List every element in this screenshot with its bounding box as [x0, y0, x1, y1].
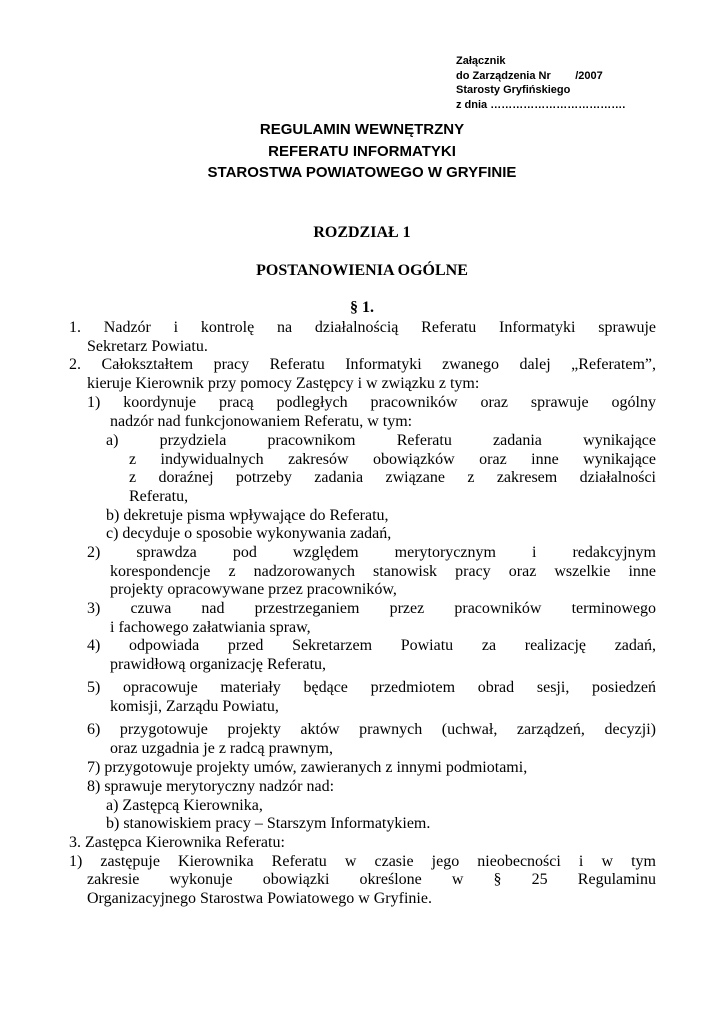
- body-line: komisji, Zarządu Powiatu,: [110, 698, 279, 715]
- body-line: c) decyduje o sposobie wykonywania zadań,: [106, 525, 392, 542]
- body-line: kieruje Kierownik przy pomocy Zastępcy i w związku z tym:: [87, 375, 480, 392]
- body-line: 3. Zastępca Kierownika Referatu:: [69, 834, 285, 851]
- body-line: 1) koordynuje pracą podległych pracowników oraz sprawuje ogólny: [87, 394, 656, 411]
- body-line: 1. Nadzór i kontrolę na działalnością Referatu Informatyki sprawuje: [69, 319, 656, 336]
- body-line: a) Zastępcą Kierownika,: [106, 797, 263, 814]
- annex-date: z dnia ……………………………….: [456, 98, 626, 111]
- body-line: b) stanowiskiem pracy – Starszym Informatykiem.: [106, 815, 431, 832]
- body-line: z indywidualnych zakresów obowiązków oraz inne wynikające: [129, 451, 656, 468]
- annex-header: [456, 54, 625, 112]
- body-line: Sekretarz Powiatu.: [87, 338, 208, 355]
- annex-issuer: Starosty Gryfińskiego: [456, 84, 571, 96]
- chapter-title: POSTANOWIENIA OGÓLNE: [256, 262, 468, 279]
- paragraph-mark: § 1.: [350, 299, 374, 316]
- chapter-heading: ROZDZIAŁ 1: [313, 224, 411, 241]
- body-line: 2. Całokształtem pracy Referatu Informatyki zwanego dalej „Referatem”,: [69, 356, 656, 373]
- body-line: nadzór nad funkcjonowaniem Referatu, w tym:: [110, 413, 413, 430]
- body-line: 4) odpowiada przed Sekretarzem Powiatu za realizację zadań,: [87, 637, 656, 654]
- body-line: 2) sprawdza pod względem merytorycznym i redakcyjnym: [87, 544, 656, 561]
- annex-label: Załącznik: [456, 55, 506, 67]
- body-line: 1) zastępuje Kierownika Referatu w czasie jego nieobecności i w tym: [69, 853, 656, 870]
- body-line: oraz uzgadnia je z radcą prawnym,: [110, 740, 333, 757]
- body-line: i fachowego załatwiania spraw,: [110, 619, 311, 636]
- body-line: z doraźnej potrzeby zadania związane z zakresem działalności: [129, 469, 656, 486]
- body-line: 5) opracowuje materiały będące przedmiotem obrad sesji, posiedzeń: [87, 679, 656, 696]
- document-title-line-1: REGULAMIN WEWNĘTRZNY: [259, 121, 465, 138]
- body-line: Organizacyjnego Starostwa Powiatowego w Gryfinie.: [87, 890, 432, 907]
- body-line: 7) przygotowuje projekty umów, zawieranych z innymi podmiotami,: [87, 759, 528, 776]
- body-line: korespondencje z nadzorowanych stanowisk pracy oraz wszelkie inne: [110, 563, 656, 580]
- body-line: 3) czuwa nad przestrzeganiem przez pracowników terminowego: [87, 600, 656, 617]
- document-title-line-2: REFERATU INFORMATYKI: [268, 143, 456, 160]
- body-line: b) dekretuje pisma wpływające do Referatu,: [106, 507, 389, 524]
- body-line: 8) sprawuje merytoryczny nadzór nad:: [87, 778, 335, 795]
- body-line: Referatu,: [129, 488, 189, 505]
- body-line: 6) przygotowuje projekty aktów prawnych (uchwał, zarządzeń, decyzji): [87, 721, 656, 738]
- document-title-line-3: STAROSTWA POWIATOWEGO W GRYFINIE: [207, 164, 517, 181]
- body-line: projekty opracowywane przez pracowników,: [110, 581, 397, 598]
- body-line: a) przydziela pracownikom Referatu zadania wynikające: [106, 432, 656, 449]
- annex-regulation: do Zarządzenia Nr /2007: [456, 69, 603, 82]
- body-line: prawidłową organizację Referatu,: [110, 656, 327, 673]
- body-line: zakresie wykonuje obowiązki określone w § 25 Regulaminu: [87, 871, 656, 888]
